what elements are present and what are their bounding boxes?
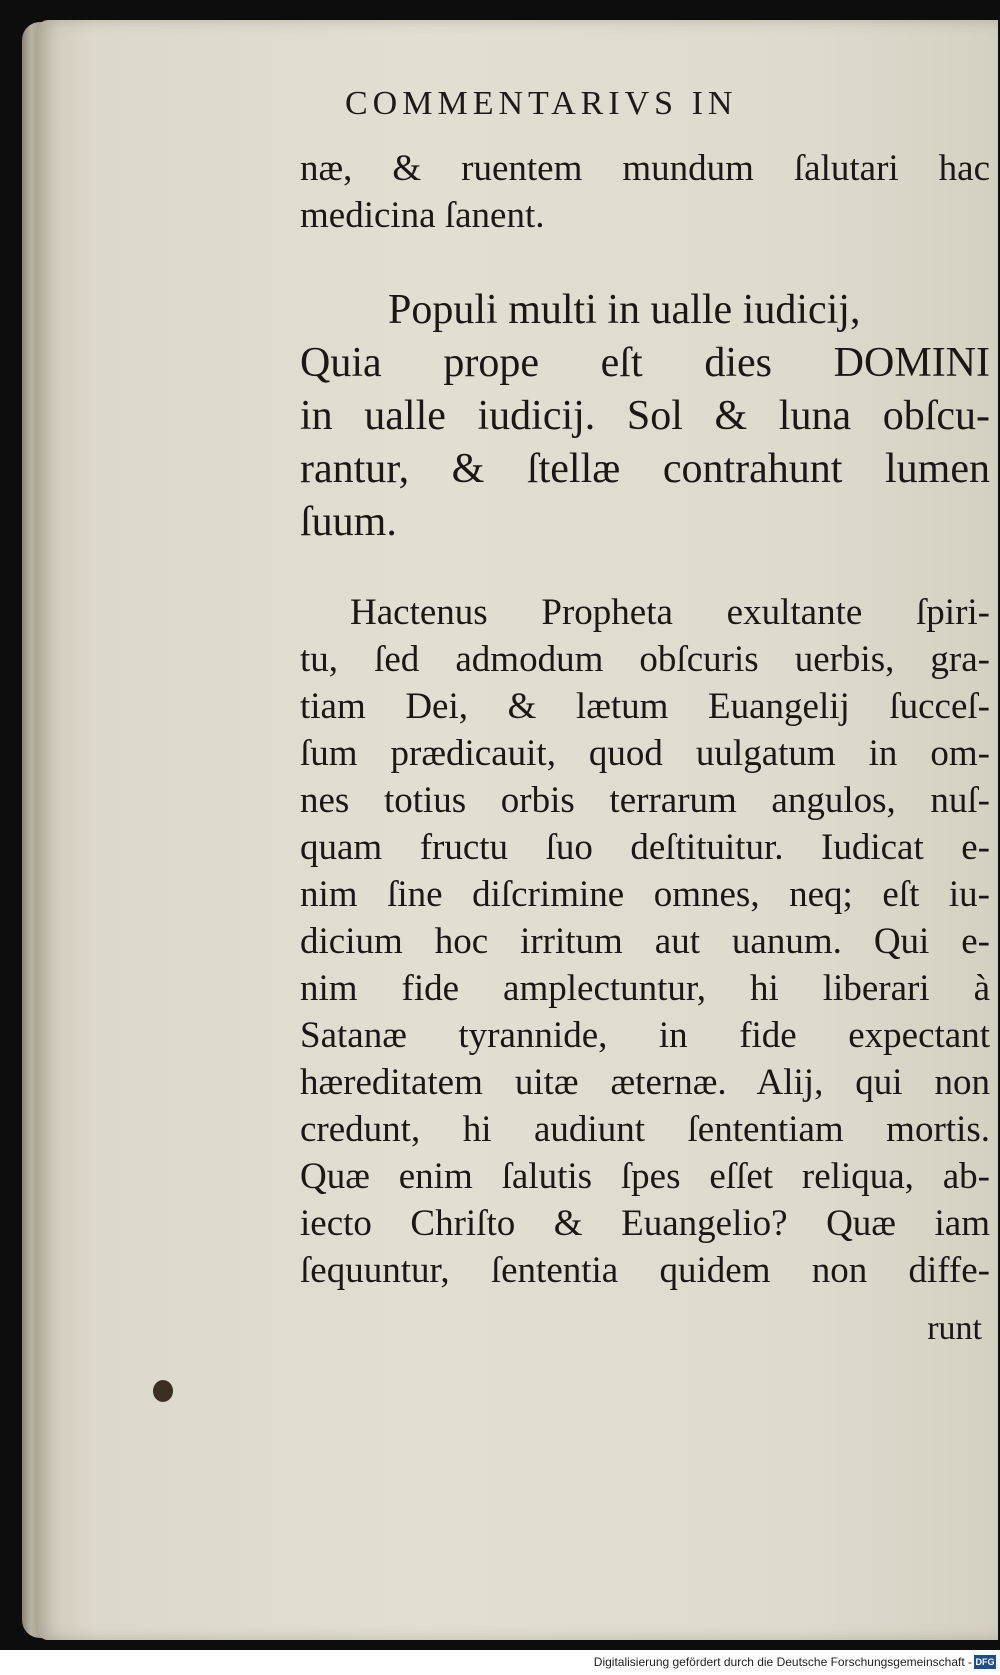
catchword: runt (927, 1310, 982, 1347)
verse-line: Quia prope eſt dies DOMINI (300, 340, 990, 386)
text-line: nes totius orbis terrarum angulos, nuſ- (300, 780, 990, 821)
verse-line: ſuum. (300, 499, 397, 545)
text-line: nim fide amplectuntur, hi liberari à (300, 968, 990, 1009)
text-line: tiam Dei, & lætum Euangelij ſucceſ- (300, 686, 990, 727)
dfg-logo-icon: DFG (975, 1657, 995, 1667)
text-line: tu, ſed admodum obſcuris uerbis, gra- (300, 639, 990, 680)
text-line: ſum prædicauit, quod uulgatum in om- (300, 733, 990, 774)
text-line: dicium hoc irritum aut uanum. Qui e- (300, 921, 990, 962)
verse-line: rantur, & ſtellæ contrahunt lumen (300, 446, 990, 492)
verse-line: in ualle iudicij. Sol & luna obſcu- (300, 393, 990, 439)
ink-stain (153, 1380, 173, 1402)
text-line: Quæ enim ſalutis ſpes eſſet reliqua, ab- (300, 1156, 990, 1197)
running-head: COMMENTARIVS IN (345, 85, 738, 122)
text-line: Satanæ tyrannide, in fide expectant (300, 1015, 990, 1056)
text-line: næ, & ruentem mundum ſalutari hac (300, 148, 990, 189)
commentary-paragraph (300, 589, 990, 1294)
footer-bar (0, 1650, 1000, 1675)
text-line: medicina ſanent. (300, 195, 545, 236)
text-line: quam fructu ſuo deſtituitur. Iudicat e- (300, 827, 990, 868)
verse-line: Populi multi in ualle iudicij, (388, 287, 861, 333)
text-line: nim ſine diſcrimine omnes, neq; eſt iu- (300, 874, 990, 915)
text-line: iecto Chriſto & Euangelio? Quæ iam (300, 1203, 990, 1244)
scripture-verse (300, 284, 990, 549)
funding-credit: Digitalisierung gefördert durch die Deutsche Forschungsgemeinschaft - (593, 1655, 972, 1669)
text-line: hæreditatem uitæ æternæ. Alij, qui non (300, 1062, 990, 1103)
text-line: credunt, hi audiunt ſententiam mortis. (300, 1109, 990, 1150)
text-line: ſequuntur, ſententia quidem non diffe- (300, 1250, 990, 1291)
text-line: Hactenus Propheta exultante ſpiri- (350, 592, 990, 633)
text-block (300, 145, 990, 1294)
